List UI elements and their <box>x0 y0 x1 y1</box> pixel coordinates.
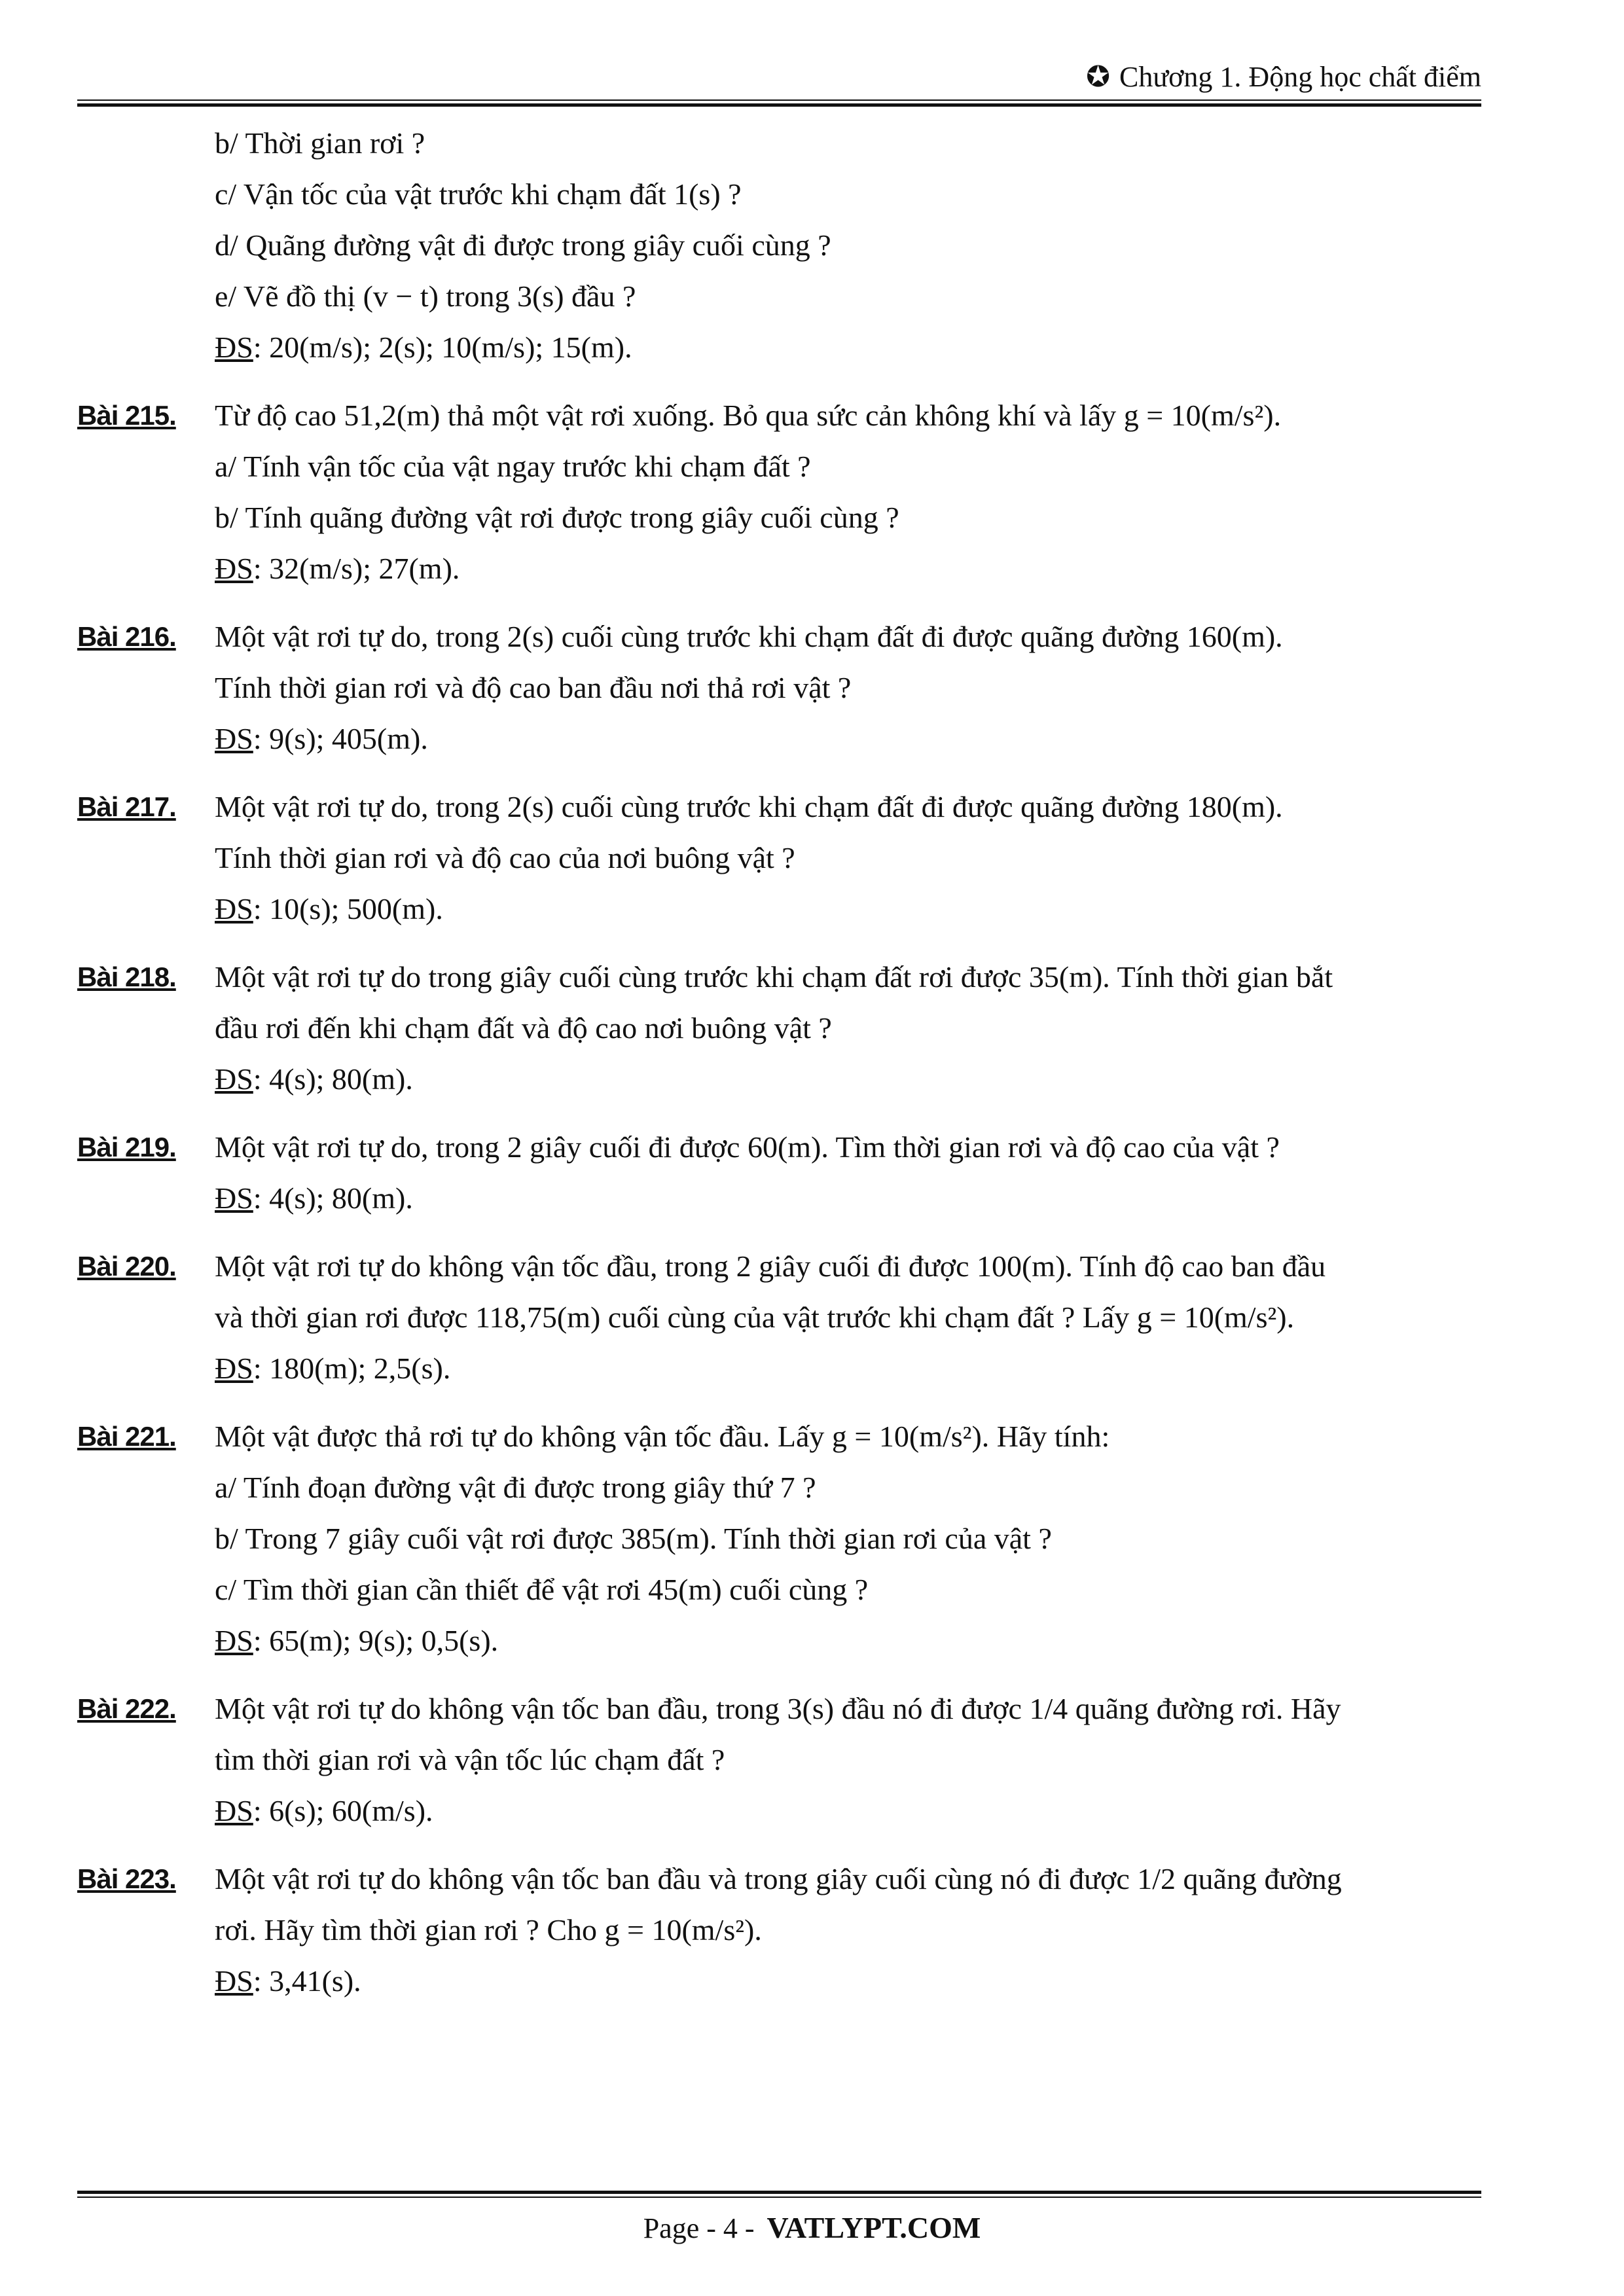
answer-text: : 32(m/s); 27(m). <box>253 552 460 585</box>
page-number: Page - 4 - <box>643 2212 762 2244</box>
page-content <box>77 118 1481 2024</box>
answer-key: ĐS <box>215 1352 253 1385</box>
question-line: Tính thời gian rơi và độ cao của nơi buông vật ? <box>215 841 795 874</box>
problem-label: Bài 216. <box>77 621 176 652</box>
problem-221 <box>77 1411 1481 1666</box>
problem-220 <box>77 1241 1481 1394</box>
answer-text: : 4(s); 80(m). <box>253 1062 413 1096</box>
answer-line <box>215 1956 1481 2007</box>
problem-label: Bài 220. <box>77 1251 176 1282</box>
question-line: c/ Tìm thời gian cần thiết để vật rơi 45(m) cuối cùng ? <box>215 1573 869 1606</box>
answer-line <box>215 1173 1481 1224</box>
answer-text: : 65(m); 9(s); 0,5(s). <box>253 1624 499 1657</box>
question-line: c/ Vận tốc của vật trước khi chạm đất 1(s) ? <box>215 177 742 211</box>
answer-text: : 3,41(s). <box>253 1964 361 1998</box>
question-line: a/ Tính đoạn đường vật đi được trong giây thứ 7 ? <box>215 1471 816 1504</box>
answer-key: ĐS <box>215 892 253 925</box>
problem-label: Bài 215. <box>77 400 176 431</box>
answer-text: : 20(m/s); 2(s); 10(m/s); 15(m). <box>253 331 632 364</box>
answer-key: ĐS <box>215 1624 253 1657</box>
question-line: e/ Vẽ đồ thị (v − t) trong 3(s) đầu ? <box>215 279 636 313</box>
answer-key: ĐS <box>215 331 253 364</box>
question-line: và thời gian rơi được 118,75(m) cuối cùng của vật trước khi chạm đất ? Lấy g = 10(m/s²). <box>215 1300 1295 1334</box>
answer-line <box>215 1343 1481 1394</box>
question-line: Tính thời gian rơi và độ cao ban đầu nơi thả rơi vật ? <box>215 671 852 704</box>
question-line: Một vật rơi tự do trong giây cuối cùng trước khi chạm đất rơi được 35(m). Tính thời gian bắt <box>215 960 1333 994</box>
problem-222 <box>77 1683 1481 1837</box>
answer-text: : 6(s); 60(m/s). <box>253 1794 433 1827</box>
problem-215 <box>77 390 1481 594</box>
answer-key: ĐS <box>215 1964 253 1998</box>
answer-key: ĐS <box>215 1062 253 1096</box>
problem-216 <box>77 611 1481 764</box>
problem-label: Bài 223. <box>77 1863 176 1894</box>
answer-text: : 10(s); 500(m). <box>253 892 443 925</box>
answer-text: : 9(s); 405(m). <box>253 722 428 755</box>
answer-line <box>215 1054 1481 1105</box>
question-line: rơi. Hãy tìm thời gian rơi ? Cho g = 10(m/s²). <box>215 1913 762 1946</box>
problem-label: Bài 217. <box>77 791 176 822</box>
answer-text: : 180(m); 2,5(s). <box>253 1352 451 1385</box>
answer-text: : 4(s); 80(m). <box>253 1181 413 1215</box>
answer-line <box>215 713 1481 764</box>
problem-217 <box>77 781 1481 935</box>
question-line: Một vật rơi tự do, trong 2(s) cuối cùng trước khi chạm đất đi được quãng đường 160(m). <box>215 620 1283 653</box>
question-line: a/ Tính vận tốc của vật ngay trước khi chạm đất ? <box>215 450 811 483</box>
star-icon: ✪ <box>1086 61 1110 93</box>
problem-label: Bài 222. <box>77 1693 176 1724</box>
question-line: Một vật rơi tự do, trong 2(s) cuối cùng trước khi chạm đất đi được quãng đường 180(m). <box>215 790 1283 823</box>
answer-key: ĐS <box>215 1181 253 1215</box>
page-header <box>77 58 1481 97</box>
answer-line <box>215 543 1481 594</box>
problem-label: Bài 218. <box>77 961 176 992</box>
problem-223 <box>77 1854 1481 2007</box>
question-line: Từ độ cao 51,2(m) thả một vật rơi xuống. Bỏ qua sức cản không khí và lấy g = 10(m/s²). <box>215 399 1282 432</box>
page-footer <box>0 2208 1624 2248</box>
problem-continuation <box>77 118 1481 373</box>
question-line: b/ Tính quãng đường vật rơi được trong giây cuối cùng ? <box>215 501 899 534</box>
question-line: Một vật rơi tự do không vận tốc ban đầu, trong 3(s) đầu nó đi được 1/4 quãng đường rơi. Hãy <box>215 1692 1341 1725</box>
question-line: d/ Quãng đường vật đi được trong giây cuối cùng ? <box>215 228 831 262</box>
problem-219 <box>77 1122 1481 1224</box>
question-line: Một vật rơi tự do không vận tốc đầu, trong 2 giây cuối đi được 100(m). Tính độ cao ban đầu <box>215 1249 1326 1283</box>
answer-line <box>215 322 1481 373</box>
question-line: Một vật được thả rơi tự do không vận tốc đầu. Lấy g = 10(m/s²). Hãy tính: <box>215 1420 1110 1453</box>
header-rule <box>77 99 1481 107</box>
question-line: đầu rơi đến khi chạm đất và độ cao nơi buông vật ? <box>215 1011 832 1045</box>
question-line: b/ Trong 7 giây cuối vật rơi được 385(m). Tính thời gian rơi của vật ? <box>215 1522 1052 1555</box>
answer-line <box>215 884 1481 935</box>
chapter-title: Chương 1. Động học chất điểm <box>1119 61 1481 93</box>
answer-key: ĐS <box>215 1794 253 1827</box>
question-line: b/ Thời gian rơi ? <box>215 126 425 160</box>
question-line: Một vật rơi tự do không vận tốc ban đầu và trong giây cuối cùng nó đi được 1/2 quãng đường <box>215 1862 1342 1895</box>
answer-line <box>215 1785 1481 1837</box>
site-name: VATLYPT.COM <box>767 2211 981 2244</box>
footer-rule <box>77 2191 1481 2198</box>
problem-label: Bài 221. <box>77 1421 176 1452</box>
answer-key: ĐS <box>215 552 253 585</box>
problem-218 <box>77 952 1481 1105</box>
question-line: tìm thời gian rơi và vận tốc lúc chạm đất ? <box>215 1743 725 1776</box>
answer-key: ĐS <box>215 722 253 755</box>
question-line: Một vật rơi tự do, trong 2 giây cuối đi được 60(m). Tìm thời gian rơi và độ cao của vật ? <box>215 1130 1280 1164</box>
problem-label: Bài 219. <box>77 1132 176 1162</box>
answer-line <box>215 1615 1481 1666</box>
